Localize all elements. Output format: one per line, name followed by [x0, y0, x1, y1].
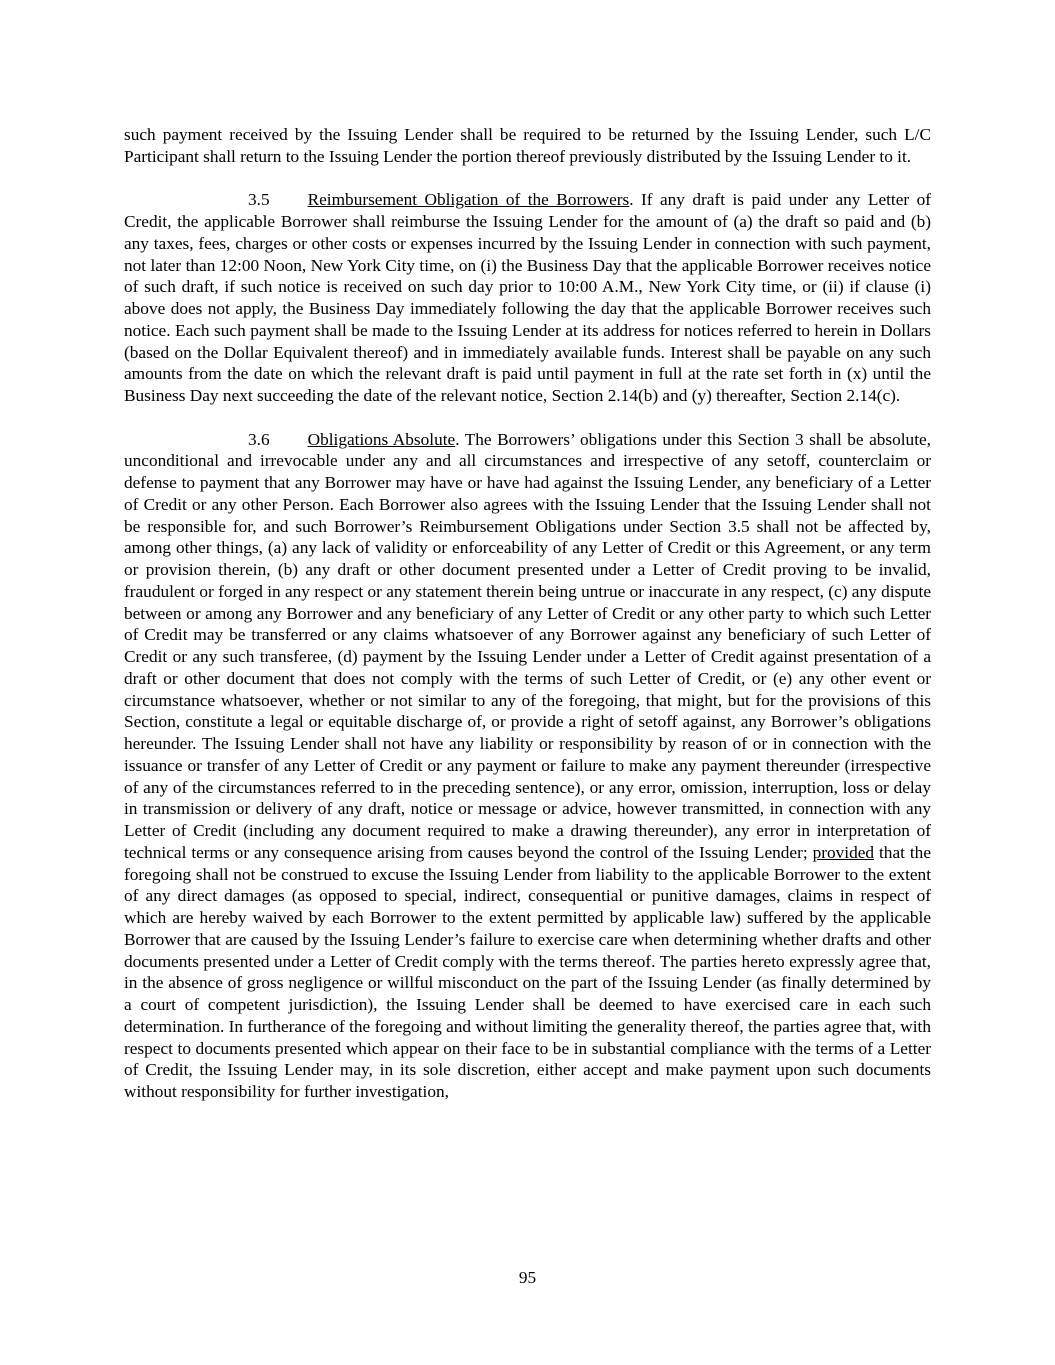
section-3-6-number: 3.6 — [248, 429, 270, 449]
section-3-5-heading: Reimbursement Obligation of the Borrowers — [307, 190, 630, 210]
section-3-5-paragraph — [124, 189, 931, 407]
section-3-6-paragraph — [124, 429, 931, 1103]
carryover-paragraph — [124, 124, 931, 168]
section-3-5-body: . If any draft is paid under any Letter of Credit, the applicable Borrower shall reimburse the Issuing Lender for the amount of (a) the draft so paid and (b) any taxes, fees, charges or other costs or expenses incurred by the Issuing Lender in connection with such payment, not later than 12:00 Noon, New York City time, on (i) the Business Day that the applicable Borrower receives notice of such draft, if such notice is received on such day prior to 10:00 A.M., New York City time, or (ii) if clause (i) above does not apply, the Business Day immediately following the day that the applicable Borrower receives such notice. Each such payment shall be made to the Issuing Lender at its address for notices referred to herein in Dollars (based on the Dollar Equivalent thereof) and in immediately available funds. Interest shall be payable on any such amounts from the date on which the relevant draft is paid until payment in full at the rate set forth in (x) until the Business Day next succeeding the date of the relevant notice, Section 2.14(b) and (y) thereafter, Section 2.14(c). — [124, 190, 931, 405]
document-page — [124, 124, 931, 1125]
section-3-5-heading-wrap — [270, 190, 630, 209]
section-3-5-number: 3.5 — [248, 190, 270, 210]
section-3-6-heading: Obligations Absolute — [307, 429, 456, 449]
section-3-6-body-part1: . The Borrowers’ obligations under this Section 3 shall be absolute, unconditional and irrevocable under any and all circumstances and irrespective of any setoff, counterclaim or defense to payment that any Borrower may have or have had against the Issuing Lender, any beneficiary of a Letter of Credit or any other Person. Each Borrower also agrees with the Issuing Lender that the Issuing Lender shall not be responsible for, and such Borrower’s Reimbursement Obligations under Section 3.5 shall not be affected by, among other things, (a) any lack of validity or enforceability of any Letter of Credit or this Agreement, or any term or provision therein, (b) any draft or other document presented under a Letter of Credit proving to be invalid, fraudulent or forged in any respect or any statement therein being untrue or inaccurate in any respect, (c) any dispute between or among any Borrower and any beneficiary of any Letter of Credit or any other party to which such Letter of Credit may be transferred or any claims whatsoever of any Borrower against any beneficiary of such Letter of Credit or any such transferee, (d) payment by the Issuing Lender under a Letter of Credit against presentation of a draft or other document that does not comply with the terms of such Letter of Credit, or (e) any other event or circumstance whatsoever, whether or not similar to any of the foregoing, that might, but for the provisions of this Section, constitute a legal or equitable discharge of, or provide a right of setoff against, any Borrower’s obligations hereunder. The Issuing Lender shall not have any liability or responsibility by reason of or in connection with the issuance or transfer of any Letter of Credit or any payment or failure to make any payment thereunder (irrespective of any of the circumstances referred to in the preceding sentence), or any error, omission, interruption, loss or delay in transmission or delivery of any draft, notice or message or advice, however transmitted, in connection with any Letter of Credit (including any document required to make a drawing thereunder), any error in interpretation of technical terms or any consequence arising from causes beyond the control of the Issuing Lender; — [124, 429, 931, 862]
section-3-6-heading-wrap — [270, 430, 456, 449]
page-number: 95 — [518, 1268, 537, 1287]
carryover-text: such payment received by the Issuing Lender shall be required to be returned by the Issuing Lender, such L/C Participant shall return to the Issuing Lender the portion thereof previously distributed by the Issuing Lender to it. — [124, 125, 931, 166]
proviso-term: provided — [812, 842, 875, 862]
section-3-6-body-part2: that the foregoing shall not be construed to excuse the Issuing Lender from liability to the applicable Borrower to the extent of any direct damages (as opposed to special, indirect, consequential or punitive damages, claims in respect of which are hereby waived by each Borrower to the extent permitted by applicable law) suffered by the applicable Borrower that are caused by the Issuing Lender’s failure to exercise care when determining whether drafts and other documents presented under a Letter of Credit comply with the terms thereof. The parties hereto expressly agree that, in the absence of gross negligence or willful misconduct on the part of the Issuing Lender (as finally determined by a court of competent jurisdiction), the Issuing Lender shall be deemed to have exercised care in each such determination. In furtherance of the foregoing and without limiting the generality thereof, the parties agree that, with respect to documents presented which appear on their face to be in substantial compliance with the terms of a Letter of Credit, the Issuing Lender may, in its sole discretion, either accept and make payment upon such documents without responsibility for further investigation, — [124, 842, 931, 1101]
